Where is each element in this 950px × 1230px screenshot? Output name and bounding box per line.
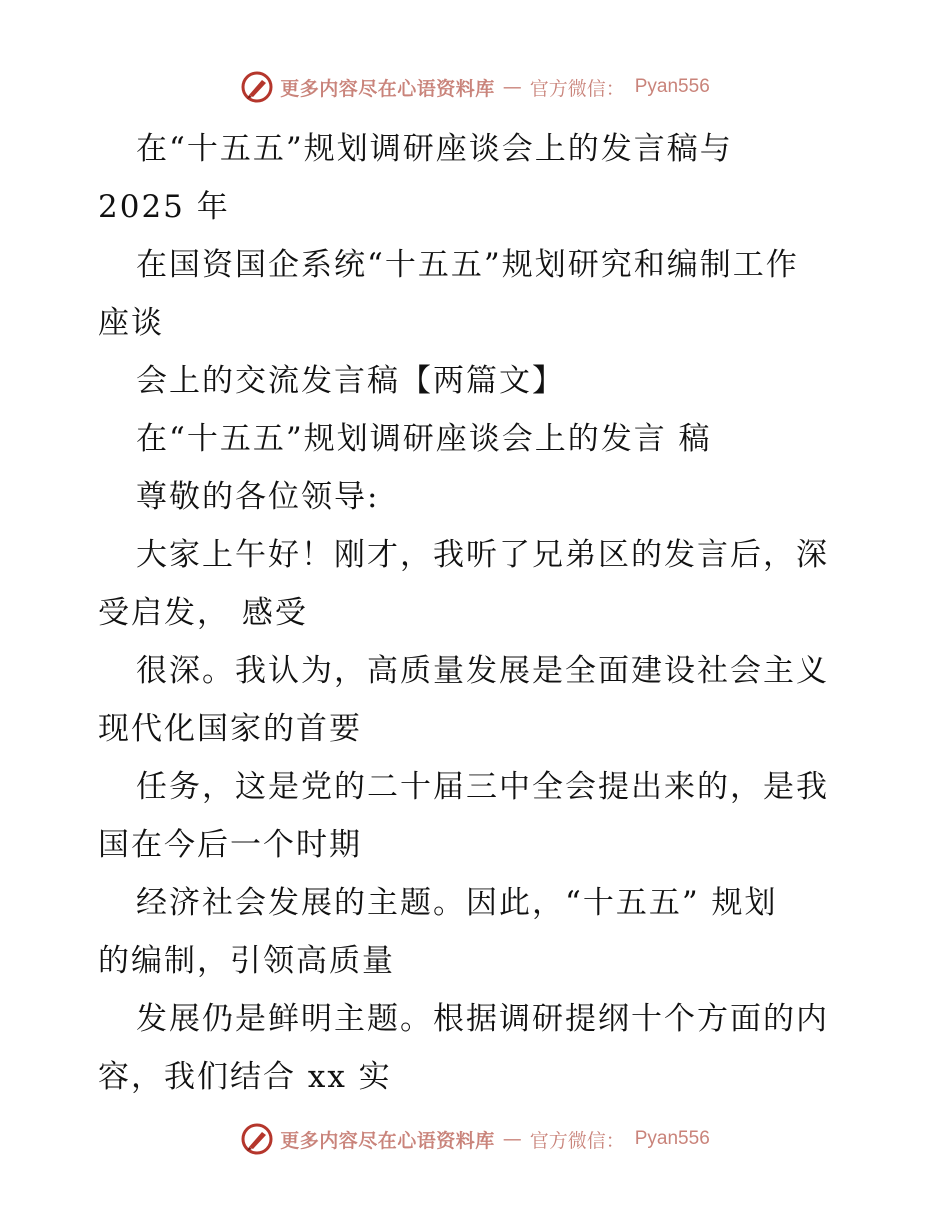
banner-label: 官方微信：	[529, 77, 625, 100]
document-body	[98, 120, 858, 1106]
title-line-5: 会上的交流发言稿【两篇文】	[136, 363, 565, 399]
paragraph-line: 国在今后一个时期	[98, 827, 362, 863]
title-line-2: 2025 年	[98, 189, 230, 225]
paragraph-line: 的编制，引领高质量	[98, 943, 395, 979]
paragraph-line: 经济社会发展的主题。因此，“十五五” 规划	[136, 885, 778, 921]
banner-wechat-id: Pyan556	[634, 1128, 710, 1149]
banner-slogan: 更多内容尽在心语资料库	[280, 1129, 495, 1152]
paragraph-line: 受启发， 感受	[98, 595, 308, 631]
paragraph-line: 任务，这是党的二十届三中全会提出来的，是我	[136, 769, 829, 805]
paragraph-line: 现代化国家的首要	[98, 711, 362, 747]
title-line-3: 在国资国企系统“十五五”规划研究和编制工作	[136, 247, 799, 283]
banner-wechat-id: Pyan556	[634, 76, 710, 97]
title-line-1: 在“十五五”规划调研座谈会上的发言稿与	[136, 131, 733, 167]
paragraph-line: 容，我们结合 xx 实	[98, 1059, 392, 1095]
banner-separator: —	[502, 1128, 522, 1150]
title-line-4: 座谈	[98, 305, 164, 341]
paragraph-line: 大家上午好！刚才，我听了兄弟区的发言后，深	[136, 537, 829, 573]
banner-separator: —	[502, 76, 522, 98]
banner-slogan: 更多内容尽在心语资料库	[280, 77, 495, 100]
pen-logo-icon	[240, 1122, 274, 1156]
paragraph-line: 很深。我认为，高质量发展是全面建设社会主义	[136, 653, 829, 689]
footer-watermark-banner	[0, 1122, 950, 1156]
section-heading: 在“十五五”规划调研座谈会上的发言 稿	[136, 421, 712, 457]
banner-label: 官方微信：	[529, 1129, 625, 1152]
paragraph-line: 发展仍是鲜明主题。根据调研提纲十个方面的内	[136, 1001, 829, 1037]
header-watermark-banner	[0, 70, 950, 104]
salutation: 尊敬的各位领导:	[136, 479, 380, 515]
pen-logo-icon	[240, 70, 274, 104]
